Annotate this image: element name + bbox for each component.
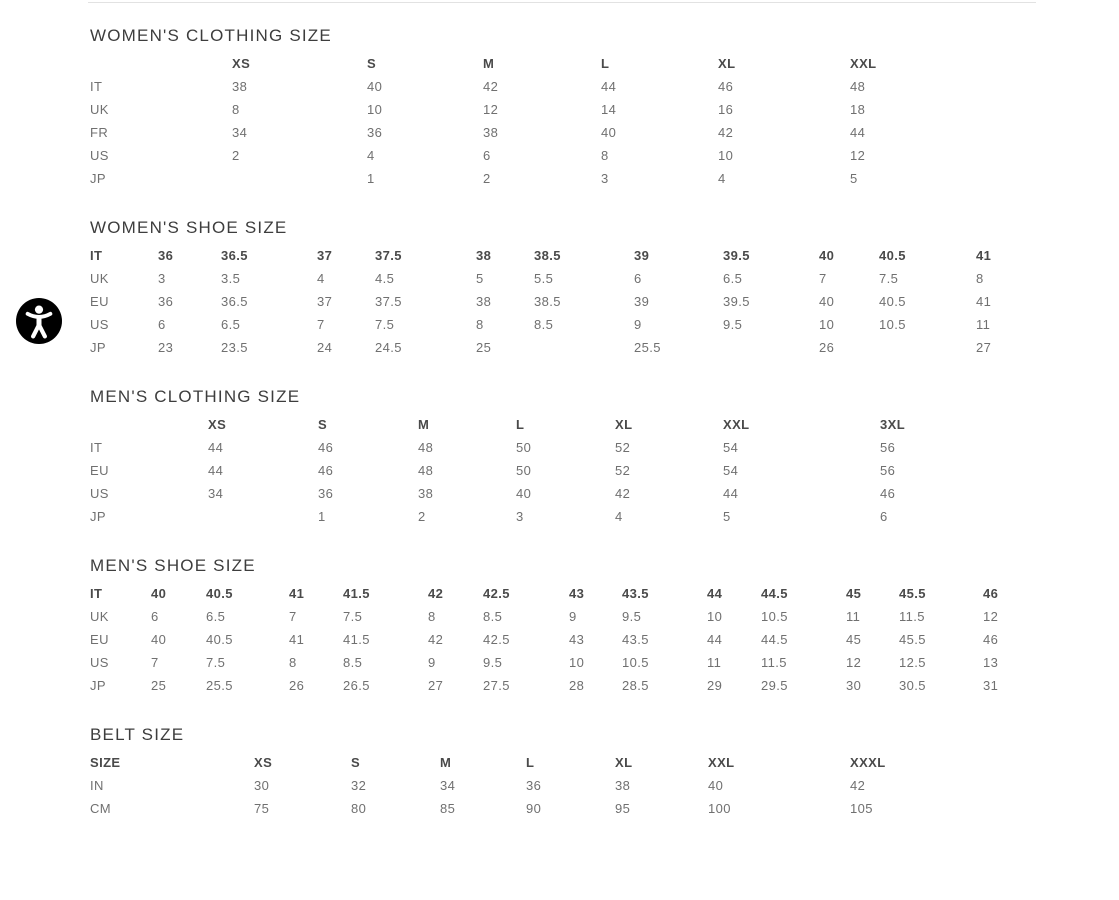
size-cell: 8.5 (483, 609, 503, 624)
size-cell: 54 (723, 463, 739, 478)
region-label: US (90, 148, 109, 163)
size-cell: 10 (718, 148, 734, 163)
table-row (90, 436, 1030, 459)
column-header: 41 (289, 586, 305, 601)
size-cell: 7.5 (206, 655, 226, 670)
column-header: L (601, 56, 610, 71)
size-cell: 10 (569, 655, 585, 670)
size-cell: 7.5 (879, 271, 899, 286)
size-cell: 25 (151, 678, 167, 693)
size-cell: 38 (232, 79, 248, 94)
size-cell: 46 (318, 463, 334, 478)
region-label: UK (90, 271, 109, 286)
size-cell: 5.5 (534, 271, 554, 286)
size-cell: 4 (317, 271, 325, 286)
column-header: IT (90, 586, 103, 601)
column-header: 40.5 (206, 586, 233, 601)
section-mens-clothing-size (90, 387, 1030, 528)
size-cell: 4 (718, 171, 726, 186)
region-label: UK (90, 609, 109, 624)
column-header: 37 (317, 248, 333, 263)
size-cell: 44.5 (761, 632, 788, 647)
size-cell: 100 (708, 801, 731, 816)
size-cell: 40.5 (206, 632, 233, 647)
table-row (90, 98, 1030, 121)
region-label: IN (90, 778, 104, 793)
mens-clothing-size-table (90, 413, 1030, 528)
accessibility-person-icon (16, 298, 62, 344)
size-cell: 46 (983, 632, 999, 647)
column-header: S (367, 56, 377, 71)
size-cell: 75 (254, 801, 270, 816)
size-cell: 3 (516, 509, 524, 524)
size-cell: 6.5 (723, 271, 743, 286)
size-cell: 11 (846, 609, 861, 624)
section-title: BELT SIZE (90, 725, 185, 744)
table-row (90, 290, 1030, 313)
column-header: XS (254, 755, 273, 770)
size-cell: 39 (634, 294, 650, 309)
table-row (90, 482, 1030, 505)
column-header: 38 (476, 248, 492, 263)
size-cell: 44 (707, 632, 723, 647)
size-cell: 48 (418, 440, 434, 455)
region-label: JP (90, 509, 106, 524)
column-header: XS (208, 417, 227, 432)
size-cell: 16 (718, 102, 734, 117)
header-row (90, 244, 1030, 267)
table-row (90, 267, 1030, 290)
size-cell: 6 (634, 271, 642, 286)
size-cell: 34 (232, 125, 248, 140)
column-header: 37.5 (375, 248, 402, 263)
section-title: WOMEN'S SHOE SIZE (90, 218, 288, 237)
size-cell: 23 (158, 340, 174, 355)
column-header: M (418, 417, 430, 432)
region-label: EU (90, 463, 109, 478)
section-title: MEN'S CLOTHING SIZE (90, 387, 301, 406)
table-row (90, 774, 1030, 797)
size-cell: 27 (428, 678, 444, 693)
column-header: 44 (707, 586, 723, 601)
size-cell: 42 (615, 486, 631, 501)
size-cell: 23.5 (221, 340, 248, 355)
size-cell: 30.5 (899, 678, 926, 693)
size-cell: 12 (983, 609, 999, 624)
region-label: US (90, 655, 109, 670)
size-cell: 32 (351, 778, 367, 793)
table-row (90, 628, 1030, 651)
size-cell: 8 (428, 609, 436, 624)
size-cell: 28.5 (622, 678, 649, 693)
size-cell: 9.5 (622, 609, 642, 624)
size-cell: 11.5 (761, 655, 787, 670)
size-cell: 10 (707, 609, 723, 624)
table-row (90, 144, 1030, 167)
size-cell: 36 (367, 125, 383, 140)
size-cell: 40 (151, 632, 167, 647)
size-cell: 26 (289, 678, 305, 693)
column-header: 42 (428, 586, 444, 601)
size-cell: 12.5 (899, 655, 926, 670)
size-cell: 37 (317, 294, 333, 309)
column-header: M (440, 755, 452, 770)
size-cell: 43.5 (622, 632, 649, 647)
size-guide (90, 3, 1030, 820)
size-cell: 24 (317, 340, 333, 355)
size-cell: 8.5 (534, 317, 554, 332)
table-row (90, 313, 1030, 336)
size-cell: 8.5 (343, 655, 363, 670)
size-cell: 28 (569, 678, 585, 693)
column-header: XS (232, 56, 251, 71)
region-label: US (90, 486, 109, 501)
column-header: 43.5 (622, 586, 649, 601)
size-cell: 26 (819, 340, 835, 355)
size-cell: 11 (707, 655, 722, 670)
size-cell: 42 (428, 632, 444, 647)
column-header: 36.5 (221, 248, 248, 263)
size-cell: 105 (850, 801, 873, 816)
size-cell: 95 (615, 801, 631, 816)
size-cell: 12 (483, 102, 499, 117)
column-header: 40 (819, 248, 835, 263)
size-cell: 56 (880, 463, 896, 478)
size-cell: 1 (318, 509, 326, 524)
size-cell: 50 (516, 440, 532, 455)
size-cell: 6 (880, 509, 888, 524)
table-row (90, 459, 1030, 482)
column-header: 40 (151, 586, 167, 601)
size-cell: 29.5 (761, 678, 788, 693)
column-header: XL (615, 417, 633, 432)
size-cell: 46 (318, 440, 334, 455)
size-cell: 6 (483, 148, 491, 163)
column-header: L (516, 417, 525, 432)
header-row (90, 751, 1030, 774)
size-cell: 2 (418, 509, 426, 524)
size-cell: 29 (707, 678, 723, 693)
size-cell: 7 (151, 655, 159, 670)
size-cell: 54 (723, 440, 739, 455)
size-cell: 31 (983, 678, 999, 693)
size-cell: 56 (880, 440, 896, 455)
size-cell: 44 (850, 125, 866, 140)
size-cell: 9.5 (483, 655, 503, 670)
size-cell: 8 (289, 655, 297, 670)
size-cell: 9.5 (723, 317, 743, 332)
size-cell: 8 (601, 148, 609, 163)
size-cell: 8 (976, 271, 984, 286)
size-cell: 10.5 (879, 317, 906, 332)
region-label: EU (90, 294, 109, 309)
header-row (90, 582, 1030, 605)
column-header: S (318, 417, 328, 432)
belt-size-table (90, 751, 1030, 820)
size-cell: 30 (254, 778, 270, 793)
section-mens-shoe-size (90, 556, 1030, 697)
column-header: IT (90, 248, 103, 263)
column-header: M (483, 56, 495, 71)
table-row (90, 121, 1030, 144)
size-cell: 5 (723, 509, 731, 524)
region-label: CM (90, 801, 112, 816)
size-cell: 13 (983, 655, 999, 670)
size-cell: 38 (418, 486, 434, 501)
size-cell: 46 (880, 486, 896, 501)
table-row (90, 167, 1030, 190)
size-cell: 11.5 (899, 609, 925, 624)
accessibility-widget-button[interactable] (16, 298, 62, 344)
column-header: 36 (158, 248, 174, 263)
size-cell: 40 (516, 486, 532, 501)
table-row (90, 651, 1030, 674)
size-cell: 26.5 (343, 678, 370, 693)
womens-shoe-size-table (90, 244, 1030, 359)
size-cell: 40 (367, 79, 383, 94)
size-cell: 4 (615, 509, 623, 524)
size-cell: 40.5 (879, 294, 906, 309)
size-cell: 42.5 (483, 632, 510, 647)
size-cell: 44 (208, 463, 224, 478)
section-womens-shoe-size (90, 218, 1030, 359)
column-header: XXL (723, 417, 750, 432)
column-header: 39.5 (723, 248, 750, 263)
region-label: EU (90, 632, 109, 647)
size-cell: 40 (601, 125, 617, 140)
size-cell: 3 (158, 271, 166, 286)
size-cell: 6.5 (221, 317, 241, 332)
size-cell: 44 (208, 440, 224, 455)
region-label: JP (90, 340, 106, 355)
size-cell: 30 (846, 678, 862, 693)
size-cell: 41 (289, 632, 305, 647)
size-cell: 44 (601, 79, 617, 94)
size-cell: 38 (615, 778, 631, 793)
size-cell: 45.5 (899, 632, 926, 647)
size-cell: 46 (718, 79, 734, 94)
column-header: XXXL (850, 755, 886, 770)
column-header: 40.5 (879, 248, 906, 263)
size-cell: 43 (569, 632, 585, 647)
section-title: WOMEN'S CLOTHING SIZE (90, 26, 332, 45)
size-cell: 8 (232, 102, 240, 117)
size-cell: 24.5 (375, 340, 402, 355)
size-cell: 10 (367, 102, 383, 117)
column-header: 45 (846, 586, 862, 601)
column-header: XL (615, 755, 633, 770)
womens-clothing-size-table (90, 52, 1030, 190)
size-cell: 85 (440, 801, 456, 816)
size-cell: 40 (708, 778, 724, 793)
size-cell: 11 (976, 317, 991, 332)
size-cell: 38 (483, 125, 499, 140)
size-cell: 7 (317, 317, 325, 332)
size-cell: 12 (850, 148, 866, 163)
size-cell: 9 (428, 655, 436, 670)
table-row (90, 336, 1030, 359)
size-cell: 5 (476, 271, 484, 286)
column-header: 45.5 (899, 586, 926, 601)
size-cell: 12 (846, 655, 862, 670)
size-cell: 38 (476, 294, 492, 309)
size-cell: 41.5 (343, 632, 370, 647)
column-header: 46 (983, 586, 999, 601)
region-label: US (90, 317, 109, 332)
section-title: MEN'S SHOE SIZE (90, 556, 256, 575)
size-cell: 25 (476, 340, 492, 355)
column-header (90, 413, 208, 436)
size-cell: 25.5 (634, 340, 661, 355)
size-cell: 38.5 (534, 294, 561, 309)
size-cell: 40 (819, 294, 835, 309)
size-cell: 14 (601, 102, 617, 117)
table-row (90, 605, 1030, 628)
size-cell: 90 (526, 801, 542, 816)
region-label: UK (90, 102, 109, 117)
column-header: 3XL (880, 417, 906, 432)
size-cell: 9 (634, 317, 642, 332)
region-label: JP (90, 678, 106, 693)
column-header: XL (718, 56, 736, 71)
size-cell: 36 (158, 294, 174, 309)
column-header: 41 (976, 248, 992, 263)
size-cell: 6 (158, 317, 166, 332)
region-label: IT (90, 440, 103, 455)
size-cell: 39.5 (723, 294, 750, 309)
header-row (90, 413, 1030, 436)
size-cell: 10.5 (761, 609, 788, 624)
region-label: FR (90, 125, 109, 140)
size-cell: 2 (232, 148, 240, 163)
size-cell: 37.5 (375, 294, 402, 309)
size-cell: 42 (850, 778, 866, 793)
size-cell: 44 (723, 486, 739, 501)
size-cell: 7.5 (375, 317, 395, 332)
size-cell: 6.5 (206, 609, 226, 624)
column-header: L (526, 755, 535, 770)
header-row (90, 52, 1030, 75)
section-belt-size (90, 725, 1030, 820)
size-cell: 34 (440, 778, 456, 793)
table-row (90, 797, 1030, 820)
size-cell: 4 (367, 148, 375, 163)
size-cell: 25.5 (206, 678, 233, 693)
section-womens-clothing-size (90, 26, 1030, 190)
column-header: 43 (569, 586, 585, 601)
column-header: XXL (708, 755, 735, 770)
size-cell: 45 (846, 632, 862, 647)
column-header: 39 (634, 248, 650, 263)
size-cell (723, 336, 819, 359)
size-cell: 6 (151, 609, 159, 624)
size-cell: 52 (615, 463, 631, 478)
size-cell: 50 (516, 463, 532, 478)
size-cell: 80 (351, 801, 367, 816)
size-cell (879, 336, 976, 359)
region-label: JP (90, 171, 106, 186)
column-header: SIZE (90, 755, 121, 770)
size-cell: 7 (819, 271, 827, 286)
size-cell: 1 (367, 171, 375, 186)
column-header: 44.5 (761, 586, 788, 601)
size-cell: 2 (483, 171, 491, 186)
size-cell: 8 (476, 317, 484, 332)
column-header: 42.5 (483, 586, 510, 601)
table-row (90, 75, 1030, 98)
size-cell: 48 (850, 79, 866, 94)
size-cell: 7 (289, 609, 297, 624)
size-cell: 5 (850, 171, 858, 186)
size-cell: 9 (569, 609, 577, 624)
column-header: XXL (850, 56, 877, 71)
table-row (90, 505, 1030, 528)
size-cell: 3 (601, 171, 609, 186)
size-cell: 52 (615, 440, 631, 455)
size-cell: 18 (850, 102, 866, 117)
column-header (90, 52, 232, 75)
size-cell: 48 (418, 463, 434, 478)
table-row (90, 674, 1030, 697)
size-cell: 36 (526, 778, 542, 793)
size-cell (208, 505, 318, 528)
size-cell (534, 336, 634, 359)
column-header: 41.5 (343, 586, 370, 601)
size-cell (232, 167, 367, 190)
size-cell: 10 (819, 317, 835, 332)
size-cell: 10.5 (622, 655, 649, 670)
column-header: 38.5 (534, 248, 561, 263)
region-label: IT (90, 79, 103, 94)
size-cell: 4.5 (375, 271, 395, 286)
size-cell: 3.5 (221, 271, 241, 286)
column-header: S (351, 755, 361, 770)
mens-shoe-size-table (90, 582, 1030, 697)
size-cell: 7.5 (343, 609, 363, 624)
size-cell: 42 (718, 125, 734, 140)
size-cell: 27 (976, 340, 992, 355)
size-cell: 36.5 (221, 294, 248, 309)
size-cell: 34 (208, 486, 224, 501)
size-cell: 36 (318, 486, 334, 501)
size-cell: 27.5 (483, 678, 510, 693)
size-cell: 42 (483, 79, 499, 94)
size-cell: 41 (976, 294, 992, 309)
